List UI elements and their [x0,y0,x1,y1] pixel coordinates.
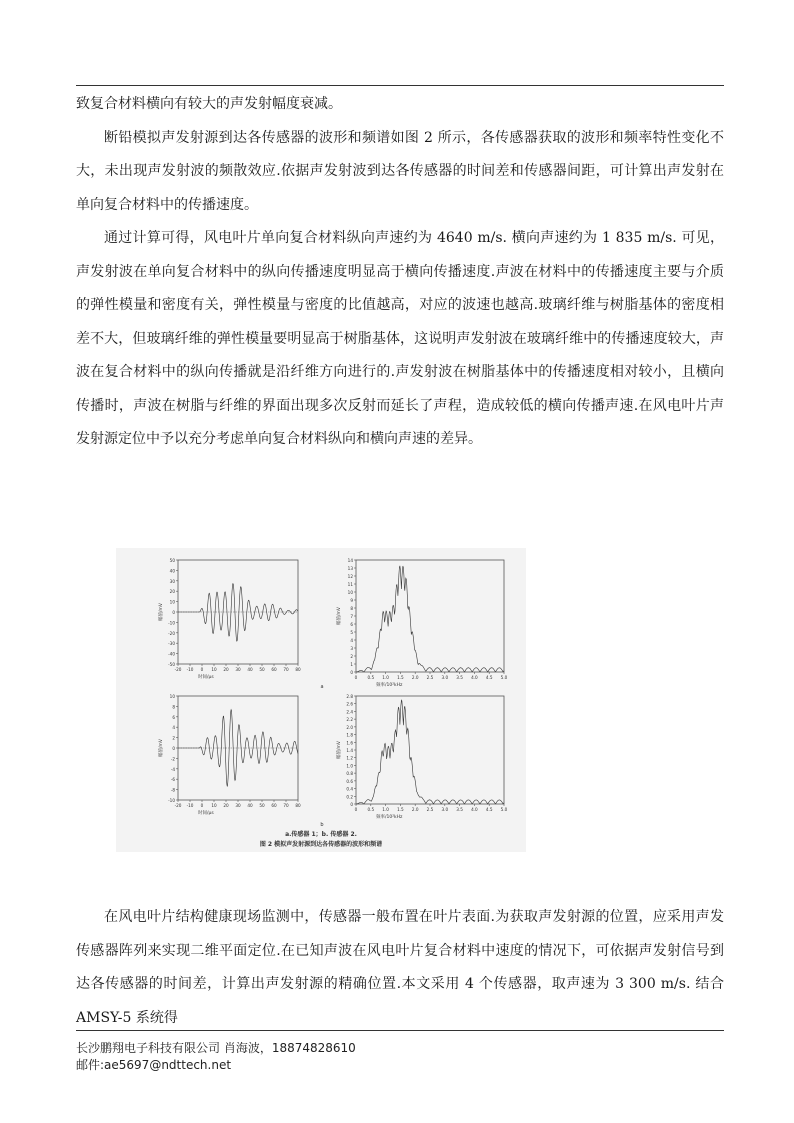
y-tick-label: -20 [168,630,175,636]
y-tick-label: 11 [347,582,353,587]
x-tick-label: 10 [211,803,217,808]
x-axis-label: 频率/10²kHz [376,683,403,688]
body-text-bottom [76,901,724,1035]
figure-2 [116,548,526,852]
y-tick-label: 4 [350,638,353,643]
footer-contact: 长沙鹏翔电子科技有限公司 肖海波，18874828610 [76,1041,356,1055]
y-tick-label: 10 [169,694,175,699]
x-axis-label: 时间/μs [198,675,214,680]
x-tick-label: 4.5 [485,675,493,680]
y-tick-label: 1.8 [346,732,353,738]
y-tick-label: 10 [347,590,353,595]
body-text-top [76,88,724,457]
figure-subcaption: a.传感器 1；b. 传感器 2. [285,831,357,838]
x-tick-label: 4.0 [471,807,478,812]
x-tick-label: 1.0 [382,675,389,680]
y-tick-label: 40 [169,568,175,574]
x-tick-label: 1.5 [397,807,404,812]
y-tick-label: 5 [350,630,353,635]
x-tick-label: 4.0 [471,675,478,680]
paragraph: 在风电叶片结构健康现场监测中，传感器一般布置在叶片表面.为获取声发射源的位置，应采用声发传感器阵列来实现二维平面定位.在已知声波在风电叶片复合材料中速度的情况下，可依据声发射信号到达各传感器的时间差，计算出声发射源的精确位置.本文采用 4 个传感器，取声速为 3 300 m/s. 结合 AMSY-5 系统得 [76,909,724,1026]
x-tick-label: 50 [259,667,265,672]
figure-caption: 图 2 模拟声发射源到达各传感器的波形和频谱 [259,841,383,848]
x-tick-label: 50 [259,803,265,808]
paragraph: 致复合材料横向有较大的声发射幅度衰减。 [76,96,342,112]
x-tick-label: 1.0 [382,807,389,812]
y-tick-label: 13 [347,566,353,571]
x-tick-label: 0 [200,667,204,672]
x-tick-label: 10 [211,667,217,672]
x-tick-label: 3.5 [456,675,463,680]
y-tick-label: 0.2 [346,794,353,800]
x-tick-label: 20 [223,667,229,672]
x-axis-label: 时间/μs [198,811,214,816]
x-tick-label: 0.5 [367,675,375,680]
y-tick-label: -2 [170,756,175,762]
x-tick-label: 2.0 [411,675,419,680]
x-tick-label: -10 [186,803,194,808]
x-tick-label: 2.5 [426,675,434,680]
x-tick-label: -20 [174,667,182,672]
y-tick-label: 6 [350,622,353,627]
y-tick-label: 2.2 [346,717,353,723]
paragraph: 断铅模拟声发射源到达各传感器的波形和频谱如图 2 所示，各传感器获取的波形和频率特性变化不大，未出现声发射波的频散效应.依据声发射波到达各传感器的时间差和传感器间距，可计算出声发射在单向复合材料中的传播速度。 [76,129,724,213]
x-tick-label: 3.0 [441,807,449,812]
x-tick-label: 60 [271,667,277,672]
x-tick-label: 30 [235,803,241,808]
y-tick-label: -30 [168,641,175,647]
x-tick-label: 70 [283,667,289,672]
x-tick-label: 70 [283,803,289,808]
paragraph: 通过计算可得，风电叶片单向复合材料纵向声速约为 4640 m/s. 横向声速约为 1 835 m/s. 可见，声发射波在单向复合材料中的纵向传播速度明显高于横向传播速度.声波在材料中的传播速度主要与介质的弹性模量和密度有关，弹性模量与密度的比值越高，对应的波速也越高.玻璃纤维与树脂基体的密度相差不大，但玻璃纤维的弹性模量要明显高于树脂基体，这说明声发射波在玻璃纤维中的传播速度较大，声波在复合材料中的纵向传播就是沿纤维方向进行的.声发射波在树脂基体中的传播速度相对较小，且横向传播时，声波在树脂与纤维的界面出现多次反射而延长了声程，造成较低的横向传播声速.在风电叶片声发射源定位中予以充分考虑单向复合材料纵向和横向声速的差异。 [76,230,724,447]
y-tick-label: 14 [347,558,353,563]
spectrum-trace [356,566,504,672]
y-axis-label: 幅值/mV [159,603,164,621]
y-tick-label: 2.0 [346,724,353,730]
y-tick-label: 9 [350,598,353,603]
y-tick-label: -40 [168,651,175,657]
y-tick-label: -10 [168,620,175,626]
x-tick-label: 30 [235,667,241,672]
x-tick-label: 2.0 [411,807,419,812]
figure-2-plots [116,548,526,852]
y-tick-label: 1.4 [346,748,353,753]
y-axis-label: 幅值/mV [159,739,164,757]
y-tick-label: 20 [169,589,175,595]
x-tick-label: 3.5 [456,807,463,812]
y-tick-label: -4 [170,766,175,772]
x-tick-label: 80 [295,803,301,808]
y-tick-label: 2 [350,654,353,659]
x-tick-label: 80 [295,667,301,672]
y-tick-label: 0 [350,670,353,675]
x-tick-label: 0 [200,803,204,808]
footer [76,1040,356,1074]
y-tick-label: 12 [347,574,353,579]
y-tick-label: 3 [350,646,353,651]
plot-frame [356,696,504,804]
x-tick-label: 4.5 [485,807,493,812]
y-tick-label: 0 [172,610,175,615]
x-tick-label: 5.0 [500,675,508,680]
y-tick-label: 7 [350,614,353,619]
x-tick-label: 2.5 [426,807,434,812]
x-tick-label: 1.5 [397,675,404,680]
footer-rule [76,1030,724,1031]
header-rule [76,85,724,86]
x-tick-label: -20 [174,803,182,808]
y-tick-label: 0 [350,802,353,807]
plot-frame [356,560,504,672]
spectrum-trace [356,700,504,804]
x-tick-label: 40 [247,803,253,808]
y-tick-label: 30 [169,578,175,584]
footer-email: 邮件:ae5697@ndttech.net [76,1058,232,1072]
x-tick-label: 60 [271,803,277,808]
x-tick-label: 0.5 [367,807,375,812]
y-tick-label: 2.4 [346,709,353,715]
y-tick-label: -50 [168,662,175,667]
y-tick-label: -8 [170,787,175,793]
y-tick-label: 10 [169,599,175,605]
x-tick-label: 5.0 [500,807,508,812]
waveform-trace [178,584,298,642]
y-tick-label: 2.8 [346,694,353,699]
y-axis-label: 幅值/mV [337,607,342,625]
y-tick-label: 0.4 [346,786,353,792]
x-tick-label: 20 [223,803,229,808]
y-tick-label: 1 [350,662,353,667]
y-tick-label: 8 [172,704,175,710]
x-tick-label: 0 [354,807,358,812]
y-tick-label: 50 [169,558,175,563]
x-axis-label: 频率/10²kHz [376,815,403,820]
y-tick-label: 2.6 [346,701,353,707]
y-tick-label: 1.6 [346,740,353,746]
y-axis-label: 幅值/mV [337,741,342,759]
panel-label-b: b [320,822,324,828]
x-tick-label: 3.0 [441,675,449,680]
x-tick-label: 0 [354,675,358,680]
panel-label-a: a [320,684,324,690]
x-tick-label: 40 [247,667,253,672]
y-tick-label: 0.8 [346,771,353,777]
x-tick-label: -10 [186,667,194,672]
y-tick-label: 2 [172,735,175,741]
y-tick-label: 0.6 [346,778,353,784]
y-tick-label: 0 [172,746,175,751]
y-tick-label: 1.2 [346,755,353,761]
y-tick-label: 6 [172,714,175,720]
y-tick-label: -10 [168,798,175,803]
y-tick-label: 4 [172,725,175,731]
y-tick-label: 1.0 [346,763,353,769]
y-tick-label: 8 [350,606,353,611]
y-tick-label: -6 [170,777,175,783]
